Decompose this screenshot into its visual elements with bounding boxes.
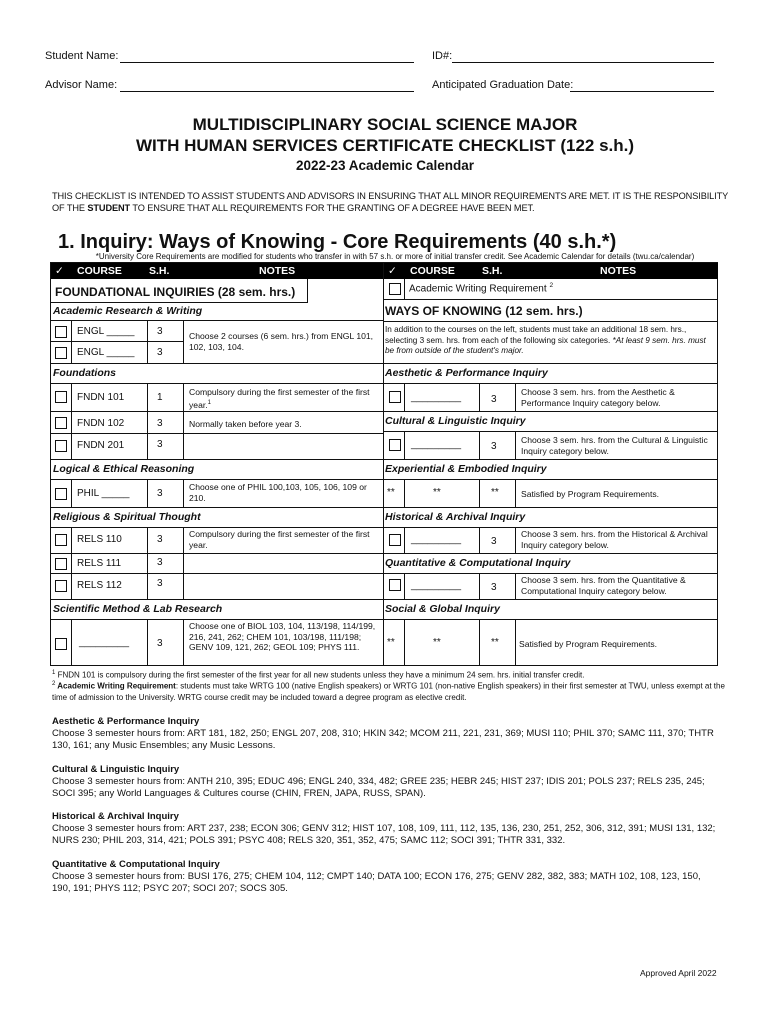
historical-checkbox[interactable] <box>389 534 401 546</box>
historical-list-heading: Historical & Archival Inquiry <box>52 811 179 822</box>
rels110-note: Compulsory during the first semester of the first year. <box>189 529 370 550</box>
foundational-heading: FOUNDATIONAL INQUIRIES (28 sem. hrs.) <box>55 285 296 299</box>
quantitative-sh: 3 <box>491 582 497 593</box>
check-header-icon: ✓ <box>388 265 397 277</box>
col-line <box>147 383 148 459</box>
footnote-1: $^1$ FNDN 101 is compulsory during the first semester of the first year for all new students unless they have a minimum 24 sem. hrs. initial transfer credit. <box>52 670 585 680</box>
row-line <box>51 553 383 554</box>
rels112-course: RELS 112 <box>77 580 122 591</box>
engl1-course: ENGL _____ <box>77 326 135 337</box>
checklist-table <box>50 262 718 666</box>
cultural-list-heading: Cultural & Linguistic Inquiry <box>52 764 180 775</box>
col-line <box>183 383 184 459</box>
course-header: COURSE <box>410 265 455 277</box>
cultural-note: Choose 3 sem. hrs. from the Cultural & Linguistic Inquiry category below. <box>521 435 708 456</box>
rels110-checkbox[interactable] <box>55 534 67 546</box>
col-line <box>404 527 405 553</box>
aesthetic-list-heading: Aesthetic & Performance Inquiry <box>52 716 200 727</box>
rels110-sh: 3 <box>157 534 163 545</box>
historical-list-text: Choose 3 semester hours from: ART 237, 238; ECON 306; GENV 312; HIST 107, 108, 109, 111, 112, 135, 136, 230, 251, 252, 306, 312, 391; MUSI 131, 132; NURS 230; PHIL 203, 314, 421; POLS 391; PSYC 408; RELS 320, 351, 352, 475; SAMC 112; SOCI 391; THTR 331, 332. <box>52 823 716 846</box>
col-line <box>71 320 72 363</box>
engl-note: Choose 2 courses (6 sem. hrs.) from ENGL 101, 102, 103, 104. <box>189 331 374 352</box>
row-line <box>51 619 383 620</box>
row-line <box>51 459 383 460</box>
row-line <box>384 459 718 460</box>
category-academic-research-writing: Academic Research & Writing <box>53 305 203 317</box>
col-line <box>479 431 480 459</box>
fndn101-course: FNDN 101 <box>77 392 125 403</box>
col-line <box>479 573 480 599</box>
historical-note: Choose 3 sem. hrs. from the Historical & Archival Inquiry category below. <box>521 529 708 550</box>
graduation-date-label: Anticipated Graduation Date: <box>432 79 574 91</box>
row-line <box>51 527 383 528</box>
cultural-sh: 3 <box>491 441 497 452</box>
science-course: _________ <box>79 637 130 648</box>
check-header-icon: ✓ <box>55 265 64 277</box>
row-line <box>51 383 383 384</box>
row-line <box>384 299 718 300</box>
science-note: Choose one of BIOL 103, 104, 113/198, 114/199, 216, 241, 262; CHEM 101, 103/198, 111/198; GENV 109, 121, 262; GEOL 109; PHYS 111. <box>189 621 376 652</box>
course-header: COURSE <box>77 265 122 277</box>
approved-date: Approved April 2022 <box>640 968 717 978</box>
row-line <box>384 573 718 574</box>
quantitative-note: Choose 3 sem. hrs. from the Quantitative & Computational Inquiry category below. <box>521 575 686 596</box>
cultural-checkbox[interactable] <box>389 439 401 451</box>
aesthetic-checkbox[interactable] <box>389 391 401 403</box>
ways-of-knowing-heading: WAYS OF KNOWING (12 sem. hrs.) <box>385 304 583 318</box>
col-line <box>183 479 184 507</box>
col-line <box>183 619 184 665</box>
category-cultural-linguistic: Cultural & Linguistic Inquiry <box>385 415 526 427</box>
row-line <box>384 507 718 508</box>
col-line <box>404 383 405 411</box>
notes-header: NOTES <box>259 265 296 277</box>
notes-header: NOTES <box>600 265 637 277</box>
science-checkbox[interactable] <box>55 638 67 650</box>
advisor-name-field[interactable] <box>120 91 414 92</box>
ways-of-knowing-note: In addition to the courses on the left, students must take an additional 18 sem. hrs., selecting 3 sem. hrs. from each of the following six categories. *At least 9 sem. hrs. must be from outside of the student's major. <box>385 325 706 355</box>
quantitative-checkbox[interactable] <box>389 579 401 591</box>
rels111-course: RELS 111 <box>77 558 122 569</box>
phil-note: Choose one of PHIL 100,103, 105, 106, 109 or 210. <box>189 482 367 503</box>
aesthetic-list-text: Choose 3 semester hours from: ART 181, 182, 250; ENGL 207, 208, 310; HKIN 342; MCOM 211, 221, 231, 369; MUSI 110; PHIL 370; SAMC 111, 370; THTR 130, 161; any Music Ensembles; any Music Lessons. <box>52 728 714 751</box>
social-sh: ** <box>491 637 499 648</box>
fndn102-course: FNDN 102 <box>77 418 125 429</box>
fndn102-note: Normally taken before year 3. <box>189 419 302 429</box>
category-experiential-embodied: Experiential & Embodied Inquiry <box>385 463 547 475</box>
col-line <box>515 431 516 459</box>
engl1-checkbox[interactable] <box>55 326 67 338</box>
quantitative-course: _________ <box>411 580 462 591</box>
row-line <box>51 411 383 412</box>
fndn102-checkbox[interactable] <box>55 417 67 429</box>
fndn201-course: FNDN 201 <box>77 440 125 451</box>
col-line <box>515 479 516 507</box>
row-line <box>384 383 718 384</box>
experiential-course: ** <box>433 487 441 498</box>
row-line <box>307 279 308 303</box>
quantitative-list-heading: Quantitative & Computational Inquiry <box>52 859 220 870</box>
sh-header: S.H. <box>149 265 170 277</box>
category-social-global: Social & Global Inquiry <box>385 603 500 615</box>
row-line <box>51 599 383 600</box>
row-line <box>384 321 718 322</box>
category-aesthetic-performance: Aesthetic & Performance Inquiry <box>385 367 548 379</box>
col-line <box>71 479 72 507</box>
col-line <box>404 431 405 459</box>
category-quantitative-computational: Quantitative & Computational Inquiry <box>385 557 571 569</box>
fndn101-note: Compulsory during the first semester of the first year.$^1$ <box>189 387 370 410</box>
row-line <box>384 527 718 528</box>
col-line <box>71 619 72 665</box>
row-line <box>384 431 718 432</box>
rels111-checkbox[interactable] <box>55 558 67 570</box>
engl2-checkbox[interactable] <box>55 347 67 359</box>
row-line <box>51 507 383 508</box>
id-field[interactable] <box>452 62 714 63</box>
category-scientific-method: Scientific Method & Lab Research <box>53 603 223 615</box>
col-line <box>479 619 480 665</box>
rels111-sh: 3 <box>157 557 163 568</box>
table-header-left <box>51 263 383 279</box>
col-line <box>183 320 184 363</box>
engl2-course: ENGL _____ <box>77 347 135 358</box>
col-line <box>404 279 405 299</box>
rels110-course: RELS 110 <box>77 534 122 545</box>
col-line <box>515 619 516 665</box>
category-foundations: Foundations <box>53 367 116 379</box>
advisor-name-label: Advisor Name: <box>45 79 118 91</box>
aesthetic-sh: 3 <box>491 394 497 405</box>
row-line <box>51 479 383 480</box>
row-line <box>51 363 383 364</box>
aesthetic-course: _________ <box>411 392 462 403</box>
col-line <box>147 527 148 599</box>
col-line <box>515 527 516 553</box>
col-line <box>183 527 184 599</box>
footnote-2: $^2$ Academic Writing Requirement: students must take WRTG 100 (native English speakers) or WRTG 101 (non-native English speakers) in their first semester at TWU, unless exempt at the time of admission to the University. WRTG course credit may be included toward a degree program as elective credit. <box>52 681 725 702</box>
rels112-checkbox[interactable] <box>55 580 67 592</box>
row-line <box>384 411 718 412</box>
category-historical-archival: Historical & Archival Inquiry <box>385 511 526 523</box>
row-line <box>51 320 383 321</box>
cultural-list-text: Choose 3 semester hours from: ANTH 210, 395; EDUC 496; ENGL 240, 334, 482; GREE 235; HEBR 245; HIST 237; IDIS 201; POLS 237; RELS 235, 245; SOCI 395; any World Languages & Cultures course (CHIN, FREN, JAPA, RUSS, SPAN). <box>52 776 705 799</box>
center-divider <box>383 263 384 665</box>
engl1-sh: 3 <box>157 326 163 337</box>
fndn201-checkbox[interactable] <box>55 440 67 452</box>
col-line <box>479 383 480 411</box>
rels112-sh: 3 <box>157 578 163 589</box>
social-course: ** <box>433 637 441 648</box>
social-check: ** <box>387 637 395 648</box>
page-title-line2: WITH HUMAN SERVICES CERTIFICATE CHECKLIST (122 s.h.) <box>135 136 635 155</box>
row-line <box>384 599 718 600</box>
quantitative-list-text: Choose 3 semester hours from: BUSI 176, 275; CHEM 104, 112; CMPT 140; DATA 100; ECON 176, 275; GENV 282, 382, 383; MATH 102, 108, 123, 150, 190, 191; PHYS 112; PSYC 207; SOCI 207; SOCS 305. <box>52 871 701 894</box>
fndn201-sh: 3 <box>157 439 163 450</box>
experiential-check: ** <box>387 487 395 498</box>
col-line <box>404 619 405 665</box>
category-religious-spiritual: Religious & Spiritual Thought <box>53 511 201 523</box>
academic-writing-label: Academic Writing Requirement $^2$ <box>409 282 554 295</box>
fndn101-sh: 1 <box>157 392 163 403</box>
engl2-sh: 3 <box>157 347 163 358</box>
graduation-date-field[interactable] <box>570 91 714 92</box>
calendar-subtitle: 2022-23 Academic Calendar <box>295 158 475 173</box>
phil-sh: 3 <box>157 488 163 499</box>
row-line <box>384 619 718 620</box>
science-sh: 3 <box>157 638 163 649</box>
student-name-field[interactable] <box>120 62 414 63</box>
row-line <box>384 553 718 554</box>
historical-sh: 3 <box>491 536 497 547</box>
row-line <box>51 433 383 434</box>
col-line <box>515 573 516 599</box>
table-header-right <box>384 263 718 279</box>
section-note: *University Core Requirements are modified for students who transfer in with 57 s.h. or more of initial transfer credit. See Academic Calendar for details (twu.ca/calendar) <box>95 252 695 261</box>
col-line <box>404 479 405 507</box>
aesthetic-note: Choose 3 sem. hrs. from the Aesthetic & Performance Inquiry category below. <box>521 387 675 408</box>
col-line <box>147 320 148 363</box>
row-line <box>51 573 383 574</box>
fndn102-sh: 3 <box>157 418 163 429</box>
experiential-sh: ** <box>491 487 499 498</box>
category-logical-ethical: Logical & Ethical Reasoning <box>53 463 195 475</box>
col-line <box>147 479 148 507</box>
row-line <box>51 302 307 303</box>
phil-checkbox[interactable] <box>55 488 67 500</box>
student-name-label: Student Name: <box>45 50 119 62</box>
row-line <box>384 363 718 364</box>
section-title: 1. Inquiry: Ways of Knowing - Core Requirements (40 s.h.*) <box>58 231 617 253</box>
page-title-line1: MULTIDISCIPLINARY SOCIAL SCIENCE MAJOR <box>192 115 578 134</box>
social-note: Satisfied by Program Requirements. <box>519 639 658 649</box>
col-line <box>479 479 480 507</box>
intro-text: THIS CHECKLIST IS INTENDED TO ASSIST STUDENTS AND ADVISORS IN ENSURING THAT ALL MINOR REQUIREMENTS ARE MET. IT IS THE RESPONSIBILITY OF THE STUDENT TO ENSURE THAT ALL REQUIREMENTS FOR THE GRANTING OF A DEGREE HAVE BEEN MET. <box>52 191 729 213</box>
row-line <box>384 479 718 480</box>
col-line <box>147 619 148 665</box>
col-line <box>404 573 405 599</box>
fndn101-checkbox[interactable] <box>55 391 67 403</box>
id-label: ID#: <box>432 50 453 62</box>
col-line <box>479 527 480 553</box>
col-line <box>515 383 516 411</box>
col-line <box>71 527 72 599</box>
col-line <box>71 383 72 459</box>
experiential-note: Satisfied by Program Requirements. <box>521 489 660 499</box>
sh-header: S.H. <box>482 265 503 277</box>
historical-course: _________ <box>411 534 462 545</box>
phil-course: PHIL _____ <box>77 488 130 499</box>
academic-writing-checkbox[interactable] <box>389 283 401 295</box>
cultural-course: _________ <box>411 439 462 450</box>
